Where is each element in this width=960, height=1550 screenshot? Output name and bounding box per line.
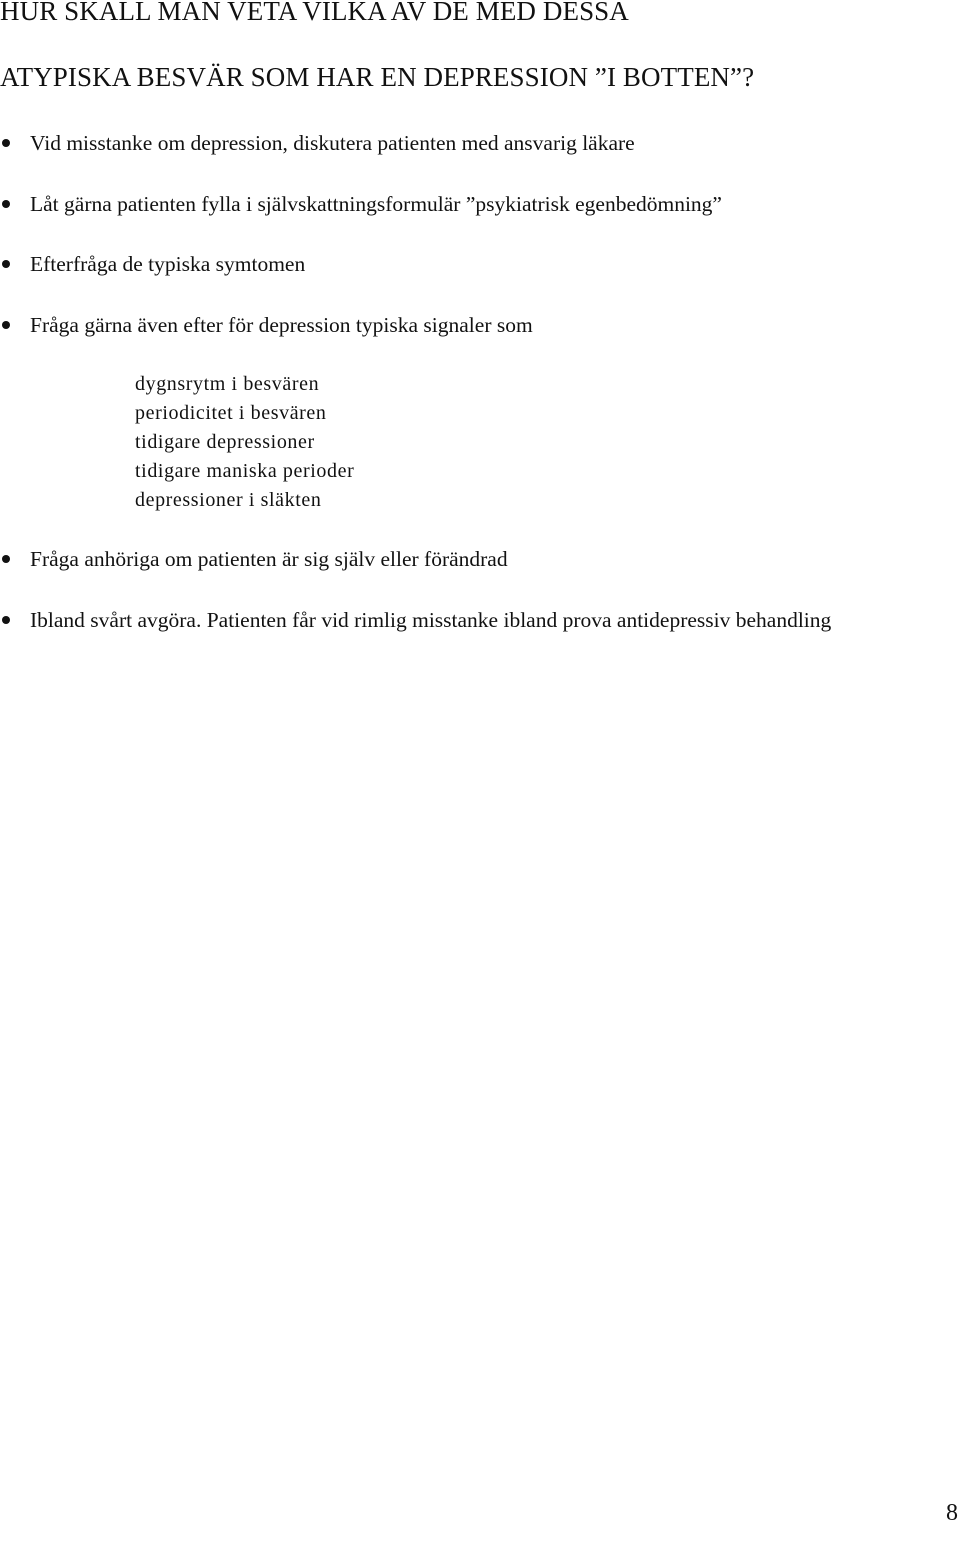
page-number: 8: [946, 1500, 958, 1526]
signal-item: tidigare maniska perioder: [135, 460, 355, 482]
bullet-text: Vid misstanke om depression, diskutera patienten med ansvarig läkare: [30, 131, 635, 155]
heading-line-2: ATYPISKA BESVÄR SOM HAR EN DEPRESSION ”I BOTTEN”?: [0, 62, 755, 92]
bullet-dot-icon: [2, 616, 10, 624]
bullet-dot-icon: [2, 260, 10, 268]
bullet-text: Låt gärna patienten fylla i självskattningsformulär ”psykiatrisk egenbedömning”: [30, 192, 722, 216]
bullet-item: [0, 311, 900, 340]
signals-list: [135, 370, 354, 515]
bullet-item: [0, 250, 900, 279]
signal-item: dygnsrytm i besvären: [135, 373, 320, 395]
heading-line-1: HUR SKALL MAN VETA VILKA AV DE MED DESSA: [0, 0, 629, 26]
bullet-dot-icon: [2, 321, 10, 329]
bullet-text: Efterfråga de typiska symtomen: [30, 252, 306, 276]
signal-item: periodicitet i besvären: [135, 402, 327, 424]
bullet-item: [0, 545, 900, 574]
bullet-text: Fråga anhöriga om patienten är sig själv eller förändrad: [30, 547, 508, 571]
bullet-text: Fråga gärna även efter för depression typiska signaler som: [30, 313, 533, 337]
signal-item: tidigare depressioner: [135, 431, 315, 453]
bullet-dot-icon: [2, 139, 10, 147]
bullet-item: [0, 606, 900, 635]
bullet-dot-icon: [2, 555, 10, 563]
bullet-text: Ibland svårt avgöra. Patienten får vid rimlig misstanke ibland prova antidepressiv behandling: [30, 608, 832, 632]
bullet-item: [0, 190, 900, 219]
signal-item: depressioner i släkten: [135, 489, 322, 511]
bullet-dot-icon: [2, 200, 10, 208]
bullet-item: [0, 129, 900, 158]
